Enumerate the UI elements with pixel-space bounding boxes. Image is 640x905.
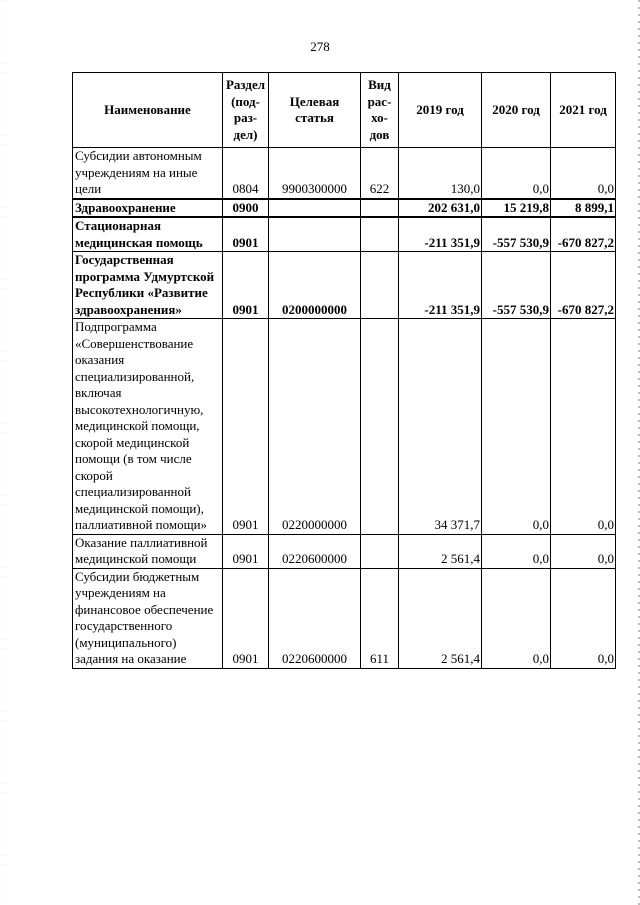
cell-name: Государственная программа Удмуртской Республики «Развитие здравоохранения»: [73, 252, 223, 319]
cell-2021: -670 827,2: [551, 217, 616, 252]
cell-2019: 2 561,4: [399, 568, 482, 668]
cell-name: Стационарная медицинская помощь: [73, 217, 223, 252]
cell-tselevaya: 9900300000: [269, 148, 361, 199]
cell-vid: [361, 217, 399, 252]
cell-2019: 34 371,7: [399, 319, 482, 535]
cell-2021: 0,0: [551, 319, 616, 535]
cell-2019: 202 631,0: [399, 199, 482, 218]
cell-2019: -211 351,9: [399, 252, 482, 319]
cell-razdel: 0900: [223, 199, 269, 218]
header-2020: 2020 год: [482, 73, 551, 148]
cell-vid: [361, 252, 399, 319]
header-2021: 2021 год: [551, 73, 616, 148]
cell-2020: -557 530,9: [482, 252, 551, 319]
cell-vid: 611: [361, 568, 399, 668]
table-row: [73, 252, 616, 319]
page-number: 278: [310, 39, 330, 54]
cell-razdel: 0901: [223, 319, 269, 535]
cell-vid: [361, 319, 399, 535]
table-row: [73, 148, 616, 199]
cell-2019: 2 561,4: [399, 534, 482, 568]
table-row: [73, 217, 616, 252]
cell-name: Здравоохранение: [73, 199, 223, 218]
cell-2021: -670 827,2: [551, 252, 616, 319]
table-row: [73, 199, 616, 218]
cell-2020: 0,0: [482, 568, 551, 668]
cell-tselevaya: 0220600000: [269, 534, 361, 568]
cell-name: Субсидии автономным учреждениям на иные цели: [73, 148, 223, 199]
cell-vid: [361, 534, 399, 568]
cell-razdel: 0901: [223, 534, 269, 568]
header-name: Наименование: [73, 73, 223, 148]
cell-2021: 0,0: [551, 568, 616, 668]
cell-2021: 0,0: [551, 148, 616, 199]
cell-razdel: 0901: [223, 252, 269, 319]
table-row: [73, 534, 616, 568]
cell-tselevaya: 0220000000: [269, 319, 361, 535]
cell-tselevaya: [269, 199, 361, 218]
header-tselevaya: Целевая статья: [269, 73, 361, 148]
header-vid: Вид рас-хо-дов: [361, 73, 399, 148]
cell-2020: 15 219,8: [482, 199, 551, 218]
cell-razdel: 0901: [223, 568, 269, 668]
cell-tselevaya: [269, 217, 361, 252]
cell-2019: 130,0: [399, 148, 482, 199]
cell-2021: 8 899,1: [551, 199, 616, 218]
cell-2020: -557 530,9: [482, 217, 551, 252]
cell-razdel: 0901: [223, 217, 269, 252]
table-row: [73, 568, 616, 668]
header-razdel: Раздел (под-раз-дел): [223, 73, 269, 148]
scan-edge-left: [5, 0, 6, 905]
cell-name: Подпрограмма «Совершенствование оказания специализированной, включая высокотехнологичную, медицинской помощи, скорой медицинской помощи (в том числе скорой специализированной медицинской помощи), паллиативной помощи»: [73, 319, 223, 535]
cell-2019: -211 351,9: [399, 217, 482, 252]
cell-vid: 622: [361, 148, 399, 199]
cell-tselevaya: 0220600000: [269, 568, 361, 668]
cell-razdel: 0804: [223, 148, 269, 199]
cell-2020: 0,0: [482, 148, 551, 199]
table-row: [73, 319, 616, 535]
table-header-row: [73, 73, 616, 148]
cell-tselevaya: 0200000000: [269, 252, 361, 319]
cell-2020: 0,0: [482, 534, 551, 568]
header-2019: 2019 год: [399, 73, 482, 148]
cell-name: Оказание паллиативной медицинской помощи: [73, 534, 223, 568]
cell-2021: 0,0: [551, 534, 616, 568]
cell-vid: [361, 199, 399, 218]
cell-name: Субсидии бюджетным учреждениям на финансовое обеспечение государственного (муниципального) задания на оказание: [73, 568, 223, 668]
cell-2020: 0,0: [482, 319, 551, 535]
budget-table: [72, 72, 616, 669]
